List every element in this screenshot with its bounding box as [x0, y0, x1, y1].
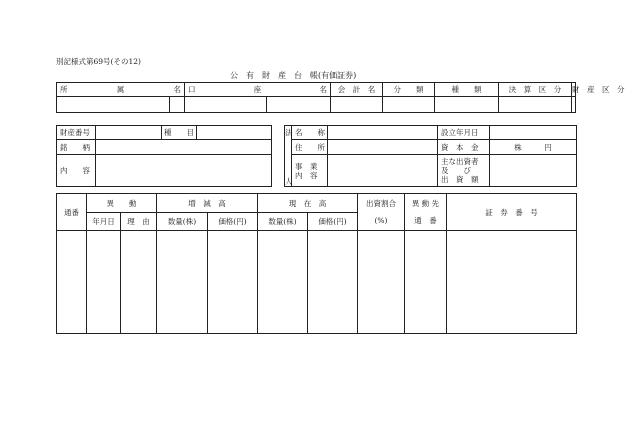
corp-label-top: 法: [285, 126, 292, 140]
current-price-label: 価格(円): [308, 213, 358, 231]
cell-account-sub[interactable]: [267, 97, 331, 113]
investor-label: 主な出資者 及 び 出 資 額: [438, 155, 490, 187]
current-label: 現 在 高: [258, 194, 358, 213]
ledger-cell-date[interactable]: [87, 231, 121, 334]
header-accounting: 会 計 名: [331, 83, 383, 97]
name-cell[interactable]: [328, 126, 438, 140]
header-category: 分 類: [383, 83, 435, 97]
cell-category[interactable]: [383, 97, 435, 113]
date-label: 年月日: [87, 213, 121, 231]
cell-settlement[interactable]: [499, 97, 572, 113]
business-label: 事 業 内 容: [292, 155, 328, 187]
address-label: 住 所: [292, 140, 328, 155]
investor-cell[interactable]: [490, 155, 577, 187]
ledger-cell-certificate[interactable]: [447, 231, 577, 334]
asset-number-cell[interactable]: [96, 126, 162, 140]
info-table: [56, 125, 577, 187]
ledger-cell-current-price[interactable]: [308, 231, 358, 334]
serial-label: 通番: [57, 194, 87, 231]
header-property-class: 財 産 区 分: [572, 83, 576, 97]
address-cell[interactable]: [328, 140, 438, 155]
asset-number-label: 財産番号: [57, 126, 96, 140]
cell-type[interactable]: [435, 97, 499, 113]
change-price-label: 価格(円): [208, 213, 258, 231]
established-cell[interactable]: [490, 126, 577, 140]
kind-cell[interactable]: [197, 126, 272, 140]
established-label: 設立年月日: [438, 126, 490, 140]
destination-label: 異 動 先 通 番: [405, 194, 447, 231]
page-title: 公 有 財 産 台 帳(有価証券): [230, 71, 357, 80]
content-cell[interactable]: [96, 155, 272, 187]
cell-department[interactable]: [57, 97, 170, 113]
classification-table: [56, 82, 625, 113]
form-label: 別記様式第69号(その12): [56, 57, 141, 66]
capital-label: 資 本 金: [438, 140, 490, 155]
header-account-name: 口 座 名: [185, 83, 331, 97]
cell-department-sub[interactable]: [170, 97, 185, 113]
ledger-cell-serial[interactable]: [57, 231, 87, 334]
change-qty-label: 数量(株): [157, 213, 208, 231]
movement-label: 異 動: [87, 194, 157, 213]
content-label: 内 容: [57, 155, 96, 187]
cell-property-class[interactable]: [572, 97, 576, 113]
cell-accounting[interactable]: [331, 97, 383, 113]
ledger-cell-reason[interactable]: [121, 231, 157, 334]
ledger-cell-change-qty[interactable]: [157, 231, 208, 334]
header-type: 種 類: [435, 83, 499, 97]
ledger-cell-destination[interactable]: [405, 231, 447, 334]
current-qty-label: 数量(株): [258, 213, 308, 231]
brand-label: 銘 柄: [57, 140, 96, 155]
reason-label: 理 由: [121, 213, 157, 231]
ledger-cell-current-qty[interactable]: [258, 231, 308, 334]
cell-account-name[interactable]: [185, 97, 267, 113]
change-label: 増 減 高: [157, 194, 258, 213]
header-settlement: 決 算 区 分: [499, 83, 572, 97]
ledger-cell-ratio[interactable]: [358, 231, 405, 334]
ratio-label: 出資割合 (%): [358, 194, 405, 231]
brand-cell[interactable]: [96, 140, 272, 155]
header-department: 所 属 名: [57, 83, 185, 97]
certificate-label: 証 券 番 号: [447, 194, 577, 231]
ledger-table: [56, 193, 577, 334]
business-cell[interactable]: [328, 155, 438, 187]
shares-unit[interactable]: 株 円: [490, 140, 577, 155]
kind-label: 種 目: [162, 126, 197, 140]
ledger-cell-change-price[interactable]: [208, 231, 258, 334]
name-label: 名 称: [292, 126, 328, 140]
corp-label-bottom: 人: [285, 155, 292, 187]
